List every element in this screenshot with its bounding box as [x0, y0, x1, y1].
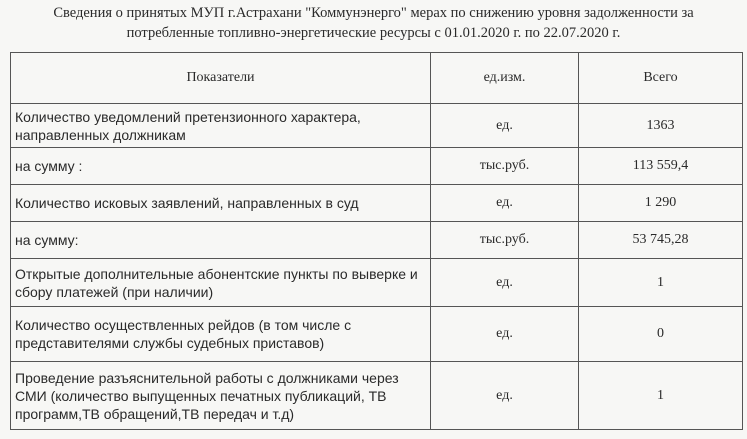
row-unit: ед. [431, 185, 579, 222]
row-total: 1 290 [579, 185, 743, 222]
table-row [11, 185, 743, 222]
row-total: 0 [579, 307, 743, 362]
row-total: 1 [579, 362, 743, 430]
row-unit: тыс.руб. [431, 222, 579, 259]
report-table [10, 52, 743, 430]
document-title [0, 3, 747, 43]
row-label: на сумму: [11, 222, 431, 259]
row-label: Количество осуществленных рейдов (в том числе с представителями службы судебных приставов) [11, 307, 431, 362]
row-label: Количество исковых заявлений, направленных в суд [11, 185, 431, 222]
table-row [11, 362, 743, 430]
title-line-1: Сведения о принятых МУП г.Астрахани "Коммунэнерго" мерах по снижению уровня задолженности за [53, 5, 694, 21]
row-unit: ед. [431, 259, 579, 307]
row-label: Количество уведомлений претензионного характера, направленных должникам [11, 104, 431, 148]
table-row [11, 222, 743, 259]
row-label: Открытые дополнительные абонентские пункты по выверке и сбору платежей (при наличии) [11, 259, 431, 307]
header-unit: ед.изм. [431, 53, 579, 104]
row-total: 113 559,4 [579, 148, 743, 185]
table-row [11, 307, 743, 362]
row-unit: тыс.руб. [431, 148, 579, 185]
header-total: Всего [579, 53, 743, 104]
table-row [11, 148, 743, 185]
row-label: на сумму : [11, 148, 431, 185]
row-label: Проведение разъяснительной работы с должниками через СМИ (количество выпущенных печатных публикаций, ТВ программ,ТВ обращений,ТВ передач и т.д) [11, 362, 431, 430]
table-row [11, 259, 743, 307]
row-total: 1363 [579, 104, 743, 148]
table-row [11, 104, 743, 148]
row-unit: ед. [431, 307, 579, 362]
title-line-2: потребленные топливно-энергетические ресурсы с 01.01.2020 г. по 22.07.2020 г. [126, 25, 621, 41]
row-total: 1 [579, 259, 743, 307]
header-row [11, 53, 743, 104]
header-indicators: Показатели [11, 53, 431, 104]
row-unit: ед. [431, 104, 579, 148]
row-total: 53 745,28 [579, 222, 743, 259]
row-unit: ед. [431, 362, 579, 430]
